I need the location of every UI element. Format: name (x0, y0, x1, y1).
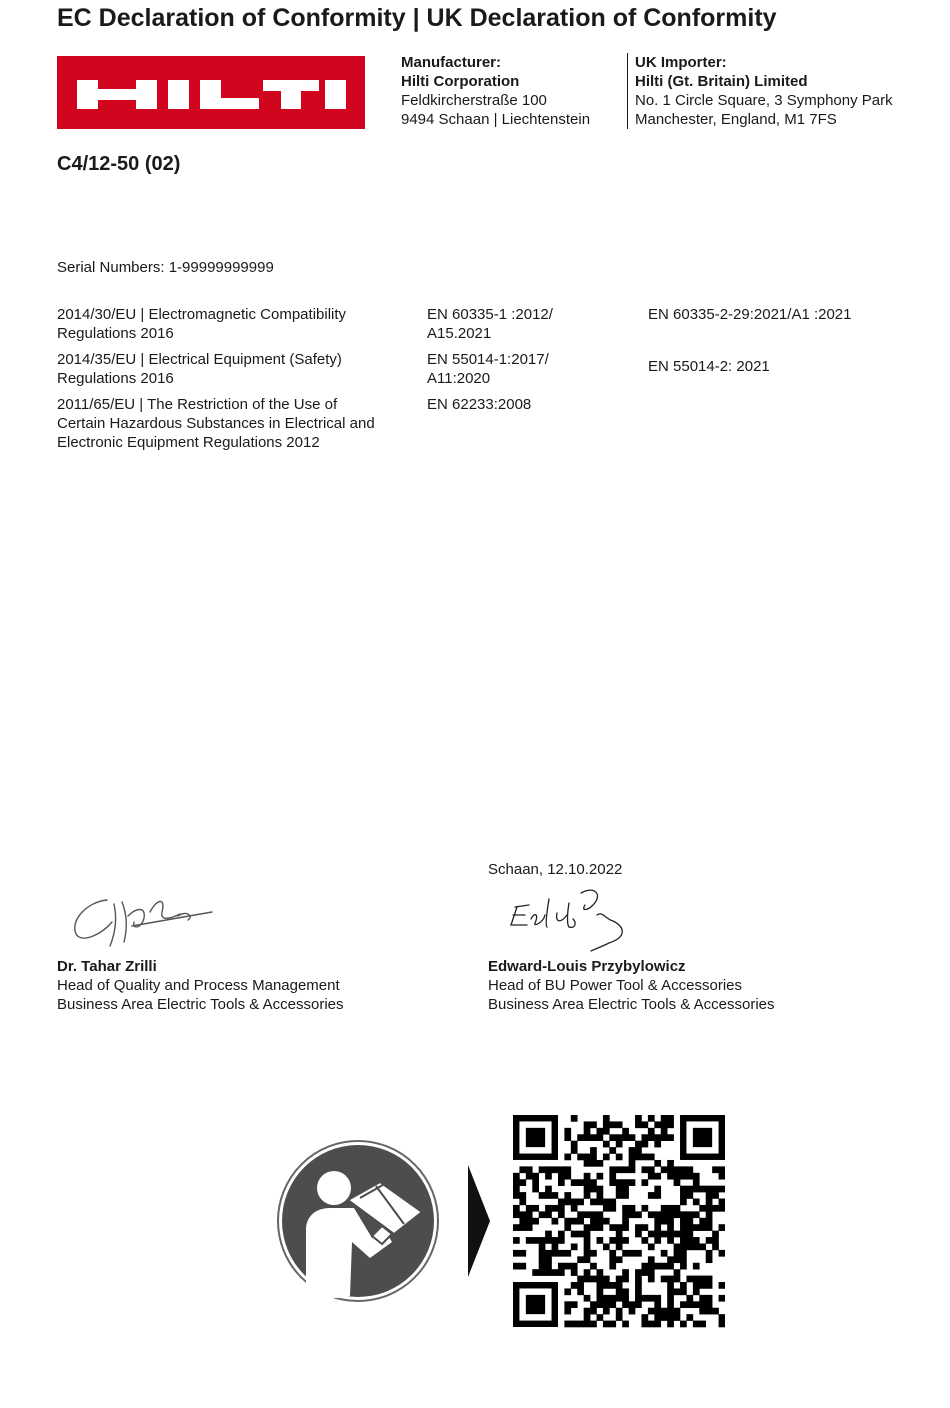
importer-label: UK Importer: (635, 54, 727, 71)
directive-line: 2014/35/EU | Electrical Equipment (Safety) (57, 351, 342, 368)
manufacturer-block (401, 53, 590, 129)
model-number: C4/12-50 (02) (57, 153, 181, 175)
directive-line: Regulations 2016 (57, 325, 174, 342)
importer-address-line: No. 1 Circle Square, 3 Symphony Park (635, 92, 893, 109)
read-manual-icon (276, 1138, 440, 1309)
importer-address-line: Manchester, England, M1 7FS (635, 111, 837, 128)
signatory-block (488, 957, 775, 1014)
arrow-right-icon (466, 1165, 492, 1282)
signatory-name: Edward-Louis Przybylowicz (488, 958, 686, 975)
manufacturer-address-line: 9494 Schaan | Liechtenstein (401, 111, 591, 128)
standard-cell (427, 305, 617, 343)
standard-line: EN 62233:2008 (427, 396, 532, 413)
place-date: Schaan, 12.10.2022 (488, 861, 623, 878)
signatory-role: Head of Quality and Process Management (57, 977, 340, 994)
directive-line: Regulations 2016 (57, 370, 174, 387)
directive-line: Certain Hazardous Substances in Electrical and (57, 415, 375, 432)
qr-code[interactable] (513, 1115, 725, 1334)
directive-line: Electronic Equipment Regulations 2012 (57, 434, 320, 451)
signatory-name: Dr. Tahar Zrilli (57, 958, 157, 975)
standard-line: A15.2021 (427, 325, 492, 342)
signature-image (505, 885, 635, 965)
signatory-area: Business Area Electric Tools & Accessories (57, 996, 344, 1013)
directive-line: 2011/65/EU | The Restriction of the Use of (57, 396, 338, 413)
directive-cell (57, 350, 407, 388)
directive-line: 2014/30/EU | Electromagnetic Compatibility (57, 306, 347, 323)
extra-standard-cell: EN 60335-2-29:2021/A1 :2021 (648, 306, 852, 323)
manufacturer-name: Hilti Corporation (401, 73, 520, 90)
directive-cell (57, 305, 407, 343)
manufacturer-address-line: Feldkircherstraße 100 (401, 92, 547, 109)
standard-line: EN 55014-1:2017/ (427, 351, 549, 368)
extra-standard-cell: EN 55014-2: 2021 (648, 358, 770, 375)
document-title: EC Declaration of Conformity | UK Declaration of Conformity (57, 4, 777, 32)
serial-numbers: Serial Numbers: 1-99999999999 (57, 259, 274, 276)
signatory-block (57, 957, 344, 1014)
signatory-role: Head of BU Power Tool & Accessories (488, 977, 743, 994)
importer-block (627, 53, 893, 129)
standard-line: EN 60335-1 :2012/ (427, 306, 553, 323)
directive-cell (57, 395, 407, 452)
standard-line: A11:2020 (427, 370, 491, 387)
standard-cell (427, 350, 617, 388)
manufacturer-label: Manufacturer: (401, 54, 502, 71)
signatory-area: Business Area Electric Tools & Accessories (488, 996, 775, 1013)
signature-image (62, 882, 222, 957)
standard-cell (427, 395, 617, 414)
importer-name: Hilti (Gt. Britain) Limited (635, 73, 808, 90)
hilti-logo (57, 56, 365, 129)
